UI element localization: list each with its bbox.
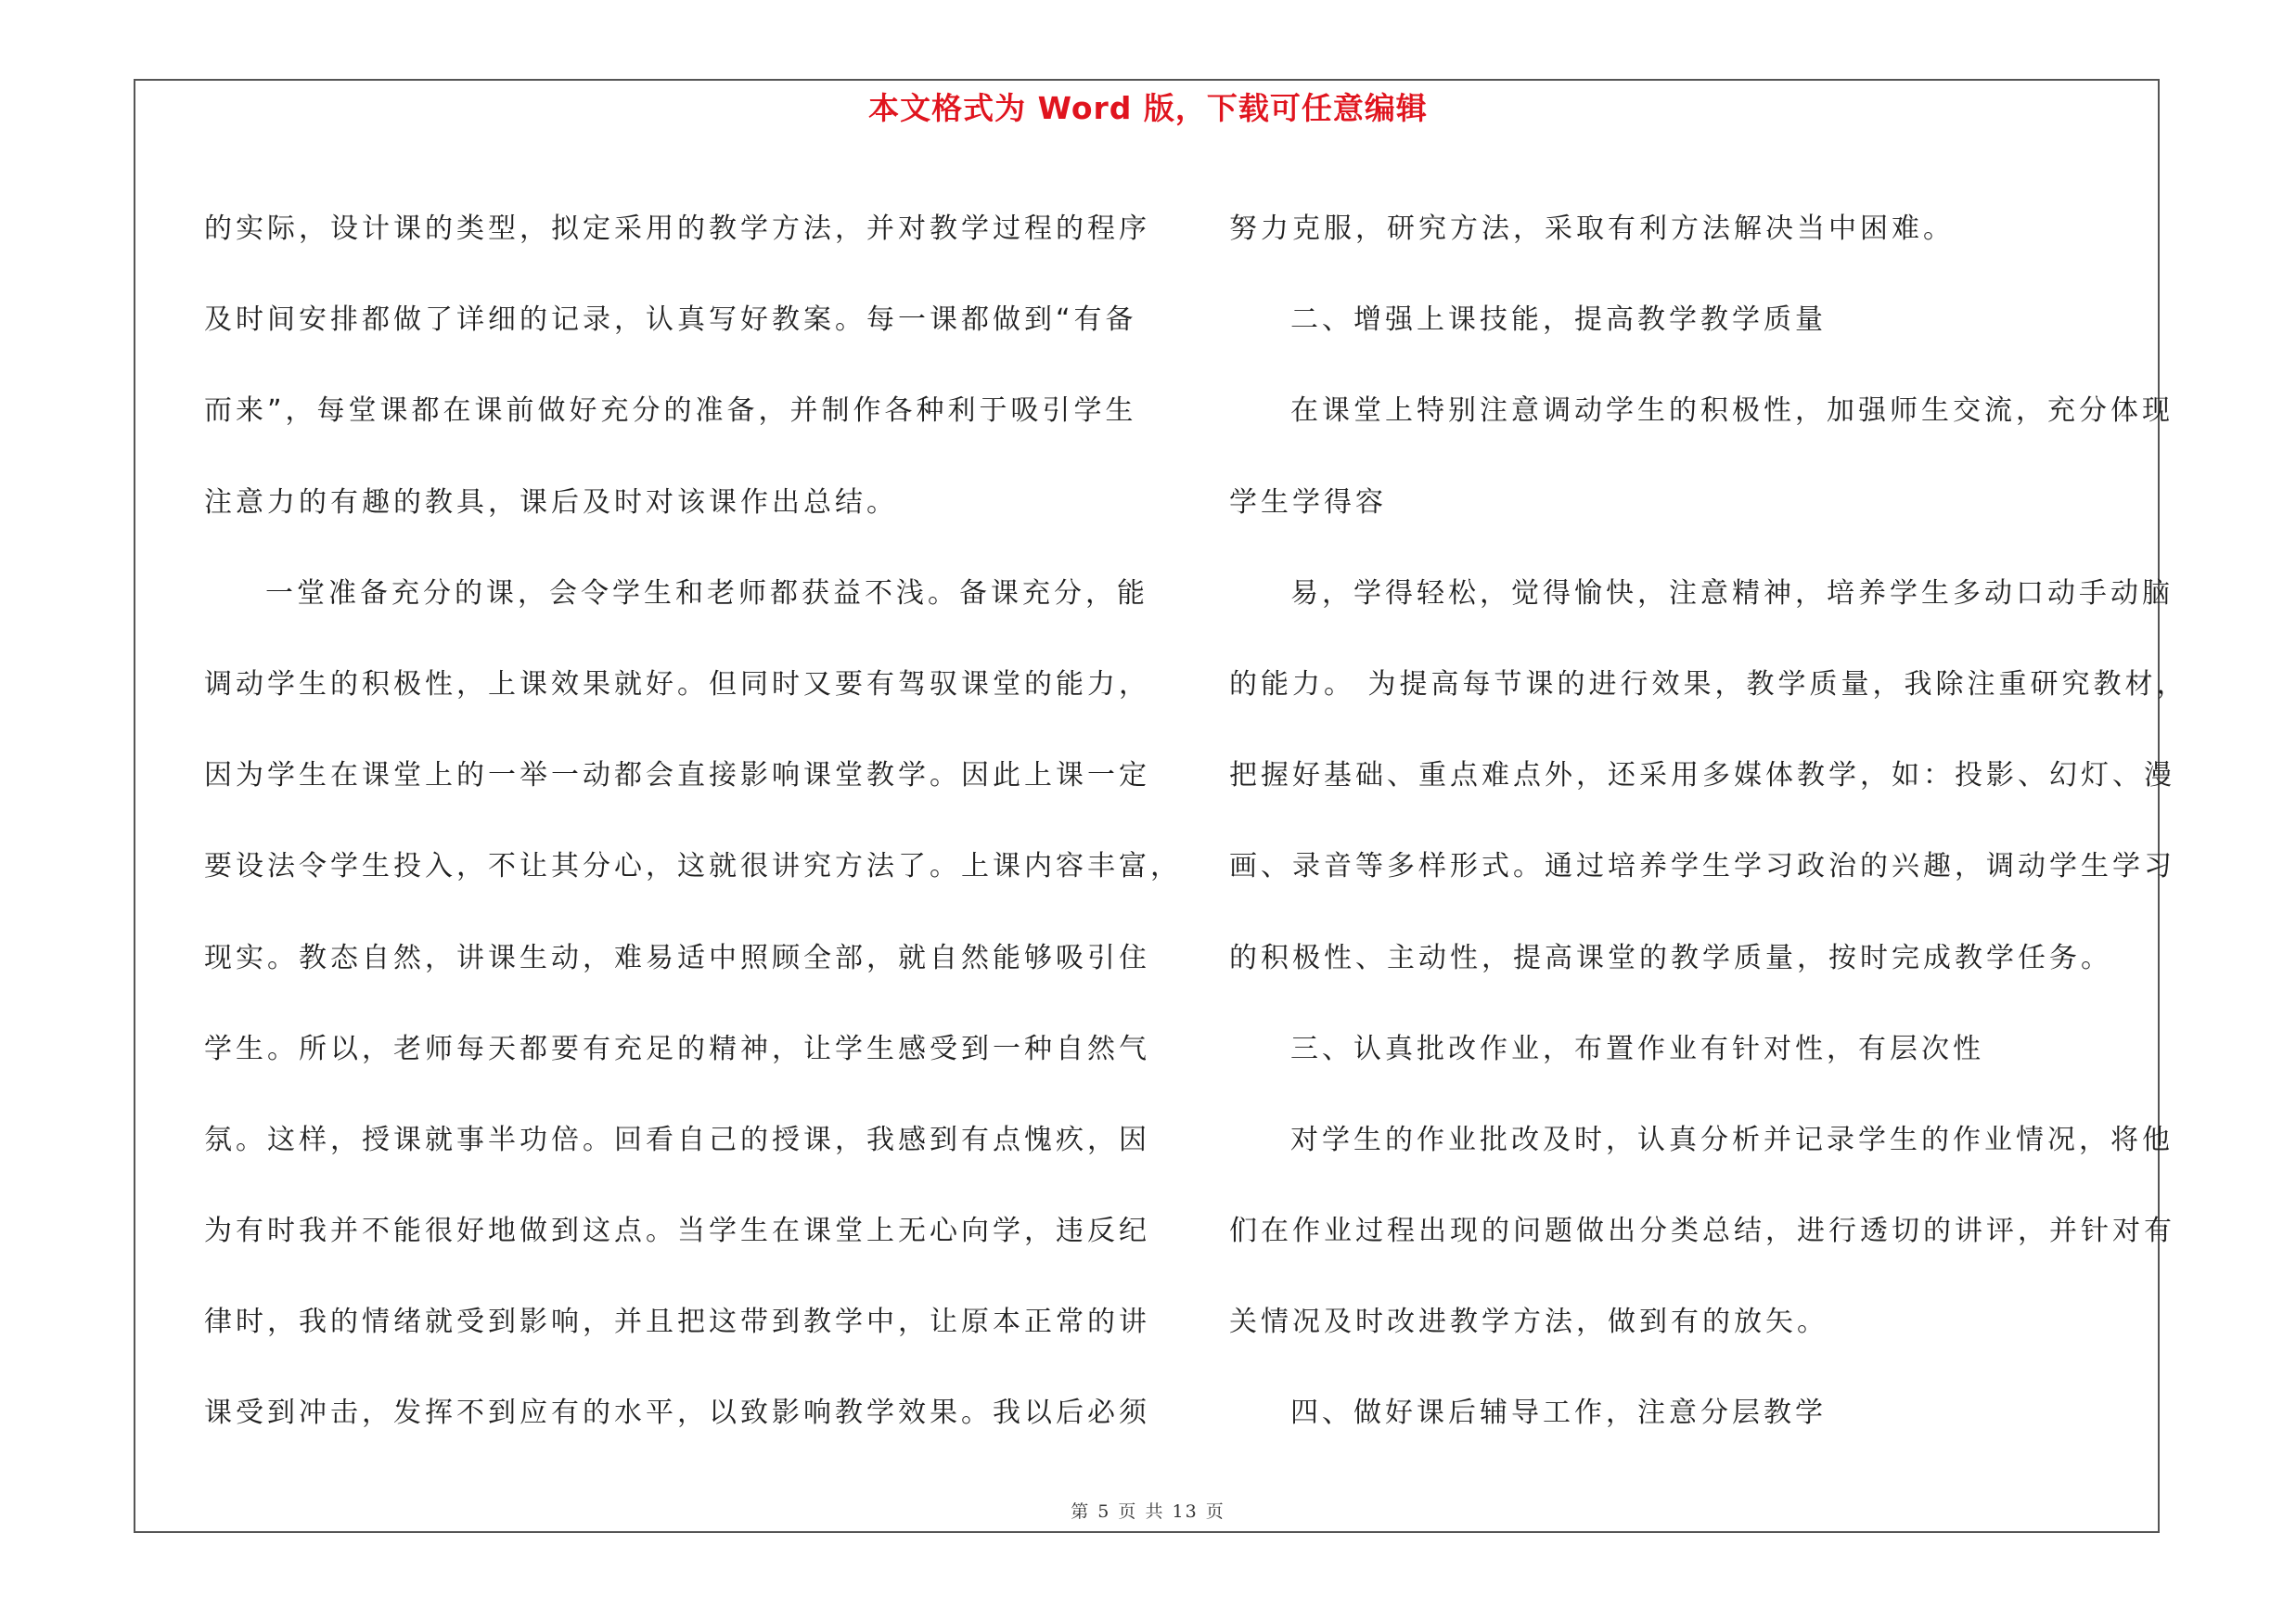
paragraph-line: 注意力的有趣的教具，课后及时对该课作出总结。 [204,485,898,519]
right-text-column [1229,184,2188,1460]
paragraph-line: 三、认真批改作业，布置作业有针对性，有层次性 [1290,1032,1984,1065]
paragraph-line: 们在作业过程出现的问题做出分类总结，进行透切的讲评，并针对有 [1229,1215,2175,1248]
paragraph-line: 在课堂上特别注意调动学生的积极性，加强师生交流，充分体现 [1290,394,2174,428]
paragraph-line: 学生学得容 [1229,485,1387,519]
paragraph-line: 把握好基础、重点难点外，还采用多媒体教学，如：投影、幻灯、漫 [1229,759,2175,792]
paragraph-line: 学生。所以，老师每天都要有充足的精神，让学生感受到一种自然气 [204,1032,1150,1065]
paragraph-line: 课受到冲击，发挥不到应有的水平，以致影响教学效果。我以后必须 [204,1397,1150,1430]
paragraph-line: 的能力。 为提高每节课的进行效果，教学质量，我除注重研究教材， [1229,667,2188,701]
paragraph-line: 氛。这样，授课就事半功倍。回看自己的授课，我感到有点愧疚，因 [204,1123,1150,1156]
paragraph-line: 努力克服，研究方法，采取有利方法解决当中困难。 [1229,213,1955,245]
left-text-column [204,184,1182,1460]
paragraph-line: 调动学生的积极性，上课效果就好。但同时又要有驾驭课堂的能力， [204,667,1150,701]
paragraph-line: 要设法令学生投入，不让其分心，这就很讲究方法了。上课内容丰富， [204,850,1182,883]
paragraph-line: 及时间安排都做了详细的记录，认真写好教案。每一课都做到“有备 [204,303,1137,337]
paragraph-line: 为有时我并不能很好地做到这点。当学生在课堂上无心向学，违反纪 [204,1215,1150,1248]
paragraph-line: 一堂准备充分的课，会令学生和老师都获益不浅。备课充分，能 [265,576,1148,610]
paragraph-line: 二、增强上课技能，提高教学教学质量 [1290,303,1827,337]
paragraph-line: 易，学得轻松，觉得愉快，注意精神，培养学生多动口动手动脑 [1290,576,2174,610]
paragraph-line: 的实际，设计课的类型，拟定采用的教学方法，并对教学过程的程序 [204,213,1150,245]
paragraph-line: 而来”，每堂课都在课前做好充分的准备，并制作各种利于吸引学生 [204,394,1137,428]
page-number-footer: 第 5 页 共 13 页 [1071,1501,1225,1522]
format-notice-banner: 本文格式为 Word 版，下载可任意编辑 [868,90,1428,126]
paragraph-line: 对学生的作业批改及时，认真分析并记录学生的作业情况，将他 [1290,1123,2174,1156]
paragraph-line: 关情况及时改进教学方法，做到有的放矢。 [1229,1306,1828,1339]
paragraph-line: 律时，我的情绪就受到影响，并且把这带到教学中，让原本正常的讲 [204,1306,1150,1339]
paragraph-line: 因为学生在课堂上的一举一动都会直接影响课堂教学。因此上课一定 [204,759,1150,792]
paragraph-line: 四、做好课后辅导工作，注意分层教学 [1290,1397,1827,1430]
paragraph-line: 现实。教态自然，讲课生动，难易适中照顾全部，就自然能够吸引住 [204,941,1150,974]
paragraph-line: 画、录音等多样形式。通过培养学生学习政治的兴趣，调动学生学习 [1229,850,2175,883]
paragraph-line: 的积极性、主动性，提高课堂的教学质量，按时完成教学任务。 [1229,941,2112,974]
